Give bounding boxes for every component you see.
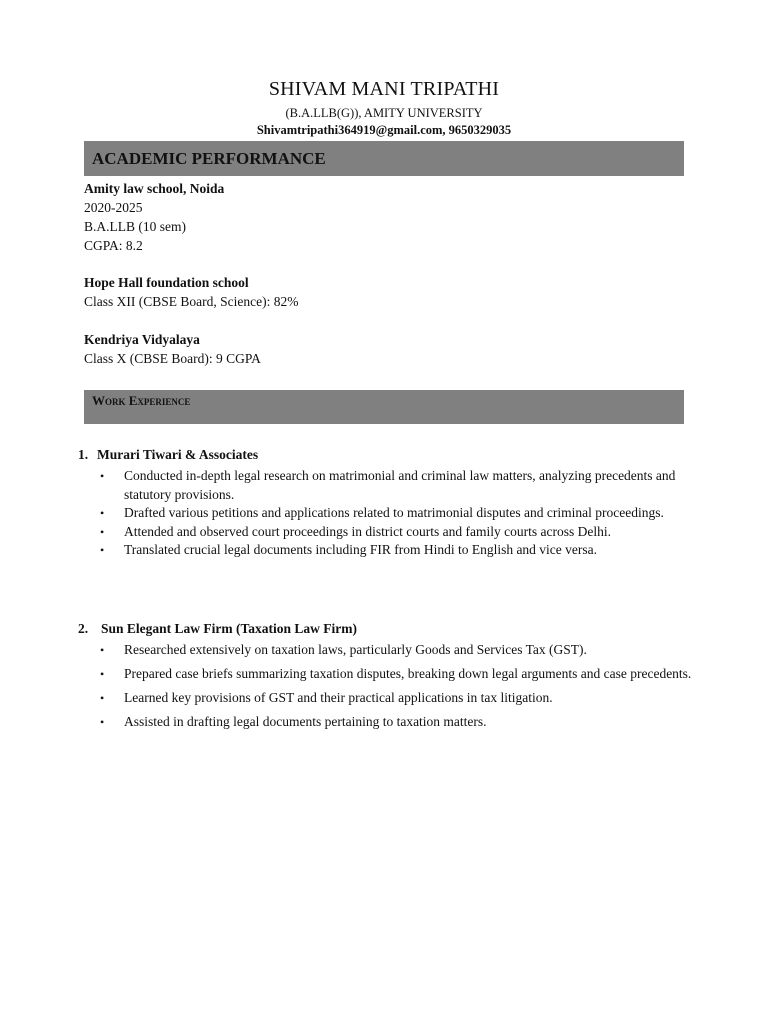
job-title: Sun Elegant Law Firm (Taxation Law Firm) [101,621,358,636]
school-name: Amity law school, Noida [84,181,225,196]
bullet-text: Translated crucial legal documents including FIR from Hindi to English and vice versa. [124,542,598,557]
education-detail: Class X (CBSE Board): 9 CGPA [84,351,261,366]
school-name: Hope Hall foundation school [84,275,249,290]
job-bullet-list [78,467,718,560]
job-entry [78,619,718,737]
bullet-icon: • [100,691,105,705]
list-item [78,689,718,708]
bullet-text: Conducted in-depth legal research on matrimonial and criminal law matters, analyzing precedents and statutory provisions. [124,468,676,502]
job-entry [78,445,718,560]
bullet-text: Researched extensively on taxation laws, particularly Goods and Services Tax (GST). [124,642,587,657]
education-detail: Class XII (CBSE Board, Science): 82% [84,294,299,309]
bullet-text: Attended and observed court proceedings in district courts and family courts across Delhi. [124,523,611,539]
bullet-text: Drafted various petitions and applications related to matrimonial disputes and criminal proceedings. [124,505,664,520]
list-item [78,641,718,660]
job-number: 2. [78,621,89,636]
bullet-icon: • [100,524,105,539]
job-bullet-list [78,641,718,732]
bullet-icon: • [100,667,105,681]
education-entry [84,330,261,368]
bullet-icon: • [100,469,105,483]
list-item [78,665,718,684]
bullet-icon: • [100,715,105,729]
list-item [78,467,718,504]
list-item [78,504,718,523]
candidate-name: SHIVAM MANI TRIPATHI [268,78,500,100]
bullet-icon: • [100,643,105,657]
job-number: 1. [78,447,89,462]
education-detail: 2020-2025 [84,200,143,215]
school-name: Kendriya Vidyalaya [84,332,200,347]
academic-section-header: ACADEMIC PERFORMANCE [84,141,684,176]
work-experience-section-header: Work Experience [84,390,684,424]
bullet-text: Prepared case briefs summarizing taxation disputes, breaking down legal arguments and case precedents. [124,666,692,681]
education-entry [84,179,224,255]
job-heading [78,619,718,638]
degree-line: (B.A.LLB(G)), AMITY UNIVERSITY [285,106,483,120]
education-detail: CGPA: 8.2 [84,238,143,253]
job-heading [78,445,718,464]
list-item [78,713,718,732]
bullet-text: Learned key provisions of GST and their practical applications in tax litigation. [124,690,553,705]
education-entry [84,273,298,311]
bullet-icon: • [100,543,105,557]
bullet-icon: • [100,506,105,520]
bullet-text: Assisted in drafting legal documents pertaining to taxation matters. [124,714,487,729]
list-item [78,541,718,560]
education-detail: B.A.LLB (10 sem) [84,219,186,234]
contact-line: Shivamtripathi364919@gmail.com, 9650329035 [256,123,512,137]
list-item [78,523,718,542]
job-title: Murari Tiwari & Associates [97,447,259,462]
